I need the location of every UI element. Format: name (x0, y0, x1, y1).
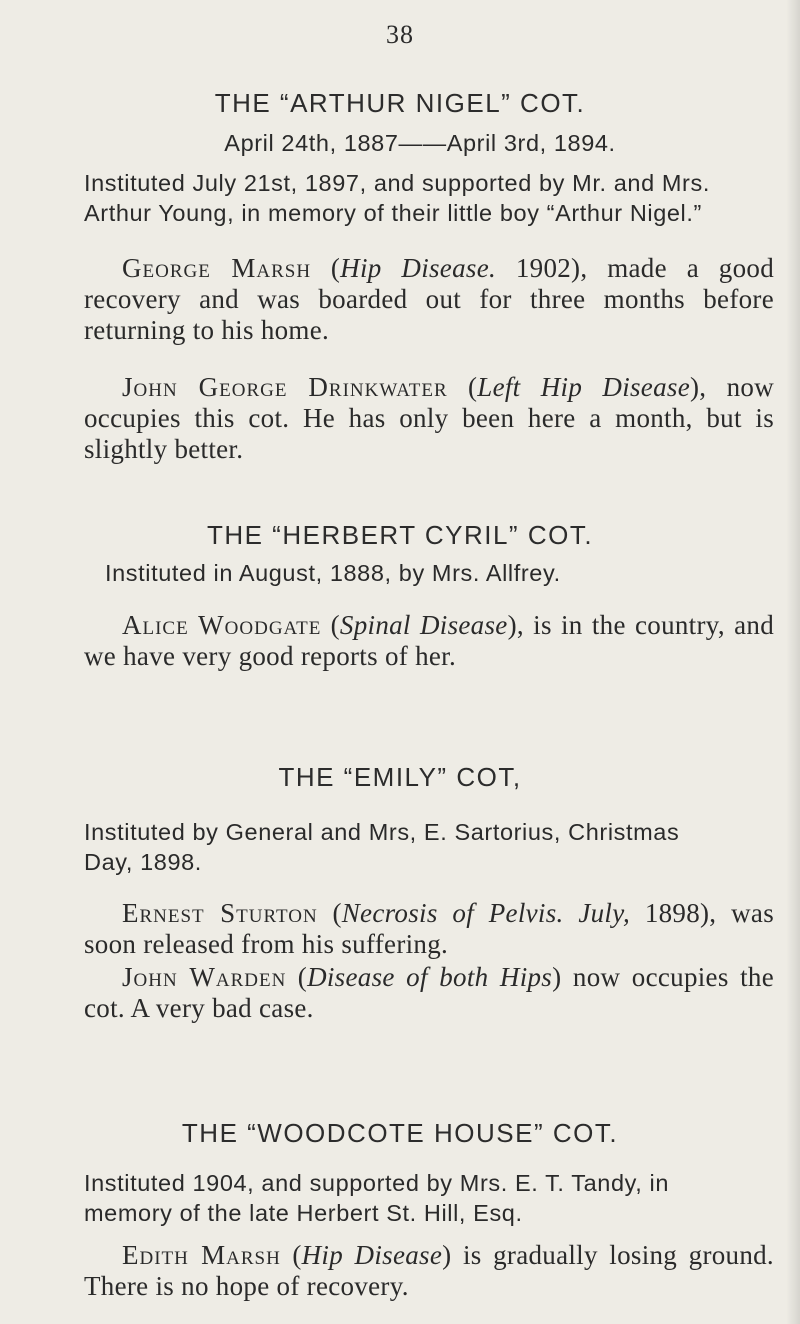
paragraph-text: ), now occupies this cot. He has only been here a month, but is slightly better. (84, 372, 774, 464)
paragraph-text: 1898), was soon released from his suffering. (84, 898, 774, 959)
page-number: 38 (386, 20, 414, 49)
patient-paragraph (84, 962, 774, 1024)
cot-instituted-text (84, 1168, 774, 1228)
patient-paragraph (84, 1240, 774, 1302)
cot-heading-herbert-cyril: THE “HERBERT CYRIL” COT. (206, 520, 594, 550)
diagnosis: Disease of both Hips (307, 962, 553, 992)
text-fragment: ( (317, 898, 342, 928)
diagnosis: Spinal Disease (339, 610, 508, 640)
text-fragment: ( (286, 962, 308, 992)
cot-heading-arthur-nigel: THE “ARTHUR NIGEL” COT. (214, 88, 586, 118)
patient-name: John Warden (122, 962, 287, 992)
instituted-line: Arthur Young, in memory of their little boy “Arthur Nigel.” (84, 200, 702, 226)
paragraph-text: 1902), made a good recovery and was boarded out for three months before returning to his home. (84, 253, 775, 345)
patient-name: George Marsh (122, 253, 312, 283)
patient-paragraph (84, 610, 774, 672)
patient-paragraph (84, 253, 774, 346)
paragraph-text: ) now occupies the cot. A very bad case. (84, 962, 775, 1023)
paragraph-text: ), is in the country, and we have very good reports of her. (84, 610, 775, 671)
cot-instituted-text (84, 168, 774, 228)
cot-instituted-text (84, 817, 774, 877)
text-fragment: ( (311, 253, 341, 283)
instituted-line: Instituted July 21st, 1897, and supported by Mr. and Mrs. (84, 170, 710, 196)
patient-paragraph (84, 372, 774, 465)
diagnosis: Left Hip Disease (477, 372, 690, 402)
diagnosis: Necrosis of Pelvis. July, (341, 898, 631, 928)
instituted-line: Instituted 1904, and supported by Mrs. E. T. Tandy, in (84, 1170, 669, 1196)
instituted-line: Day, 1898. (84, 849, 202, 875)
cot-heading-woodcote-house: THE “WOODCOTE HOUSE” COT. (181, 1118, 619, 1148)
text-fragment: ( (321, 610, 340, 640)
cot-dates: April 24th, 1887——April 3rd, 1894. (224, 130, 616, 156)
text-fragment: ( (280, 1240, 302, 1270)
cot-instituted-text: Instituted in August, 1888, by Mrs. Allfrey. (105, 560, 561, 586)
diagnosis: Hip Disease (301, 1240, 443, 1270)
cot-heading-emily: THE “EMILY” COT, (278, 762, 522, 792)
paragraph-text: ) is gradually losing ground. There is no hope of recovery. (84, 1240, 774, 1301)
patient-name: Edith Marsh (122, 1240, 281, 1270)
instituted-line: memory of the late Herbert St. Hill, Esq. (84, 1200, 523, 1226)
diagnosis: Hip Disease. (340, 253, 497, 283)
patient-paragraph (84, 898, 774, 960)
patient-name: Alice Woodgate (122, 610, 322, 640)
patient-name: John George Drinkwater (122, 372, 448, 402)
patient-name: Ernest Sturton (122, 898, 318, 928)
text-fragment: ( (447, 372, 478, 402)
instituted-line: Instituted by General and Mrs, E. Sartorius, Christmas (84, 819, 680, 845)
